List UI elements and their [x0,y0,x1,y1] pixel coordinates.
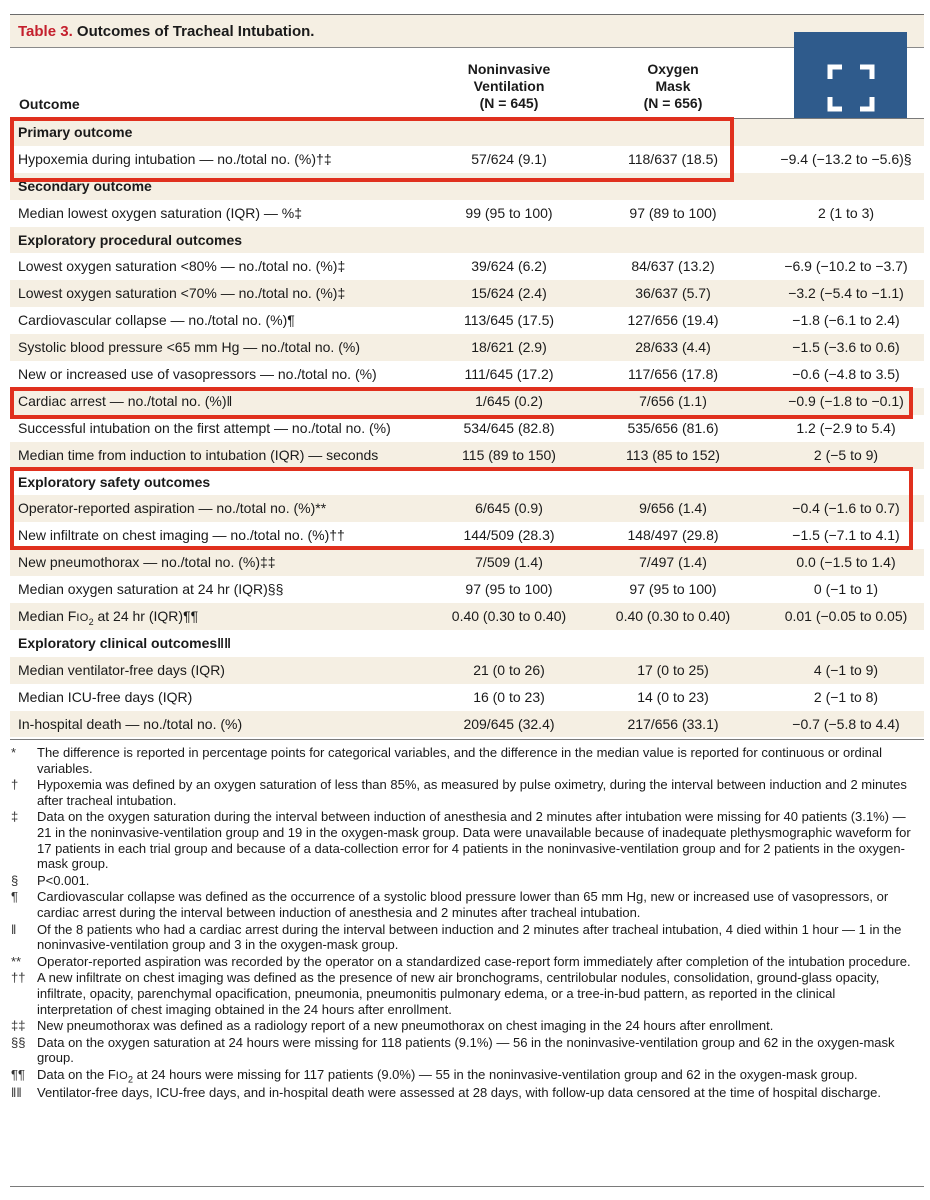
noninvasive-ventilation-cell: 6/645 (0.9) [475,500,543,517]
difference-cell: −9.4 (−13.2 to −5.6)§ [780,150,912,167]
footnote-symbol: †† [11,970,26,986]
footnote-text: Ventilator-free days, ICU-free days, and in-hospital death were assessed at 28 days, with follow-up data censored at the time of hospital discharge. [37,1085,882,1101]
outcome-cell: Hypoxemia during intubation — no./total no. (%)†‡ [18,150,332,167]
footnote-text: Data on the oxygen saturation during the interval between induction of anesthesia and 2 minutes after intubation were missing for 40 patients (3.1%) — 21 in the noninvasive-ventilation group and 19 in the oxygen-mask group. Data were unavailable because of inadequate plethysmographic waveform for 17 patients in each trial group and because of a data-collection error for 4 patients in the noninvasive-ventilation group and for 2 patients in the oxygen-mask group. [37,809,911,872]
outcome-cell: Primary outcome [18,124,133,140]
footnote [10,1085,914,1101]
text-part: Data on the F [37,1066,116,1082]
column-header-outcome: Outcome [19,96,80,112]
difference-cell: 2 (−5 to 9) [813,446,879,463]
table-label: Table 3. [18,23,73,40]
outcome-cell [18,603,198,632]
noninvasive-ventilation-cell: 39/624 (6.2) [471,258,547,275]
oxygen-mask-cell: 127/656 (19.4) [627,312,719,329]
outcome-cell: New or increased use of vasopressors — no./total no. (%) [18,366,377,383]
difference-cell: 2 (−1 to 8) [813,688,879,705]
oxygen-mask-cell: 118/637 (18.5) [627,150,719,167]
outcome-cell: In-hospital death — no./total no. (%) [18,715,243,732]
footnote-symbol: § [11,872,19,888]
table-title-bar [10,14,924,48]
text-part: at 24 hours were missing for 117 patients (9.0%) — 55 in the noninvasive-ventilation group and 62 in the oxygen-mask group. [133,1066,858,1082]
column-header-line: Noninvasive [467,61,551,77]
text-part-subscript: 2 [128,1074,134,1085]
footnote-text: P<0.001. [37,872,90,888]
outcome-cell: New infiltrate on chest imaging — no./total no. (%)†† [18,527,345,544]
footnote-divider [10,739,924,740]
oxygen-mask-cell: 7/497 (1.4) [639,554,707,571]
difference-cell: −0.4 (−1.6 to 0.7) [792,500,900,517]
difference-cell: −1.5 (−7.1 to 4.1) [792,527,900,544]
footnote [10,809,914,871]
difference-cell: −6.9 (−10.2 to −3.7) [784,258,908,275]
difference-cell: −1.5 (−3.6 to 0.6) [792,339,900,356]
noninvasive-ventilation-cell: 111/645 (17.2) [464,366,554,383]
table-row [10,549,924,576]
difference-cell: −1.8 (−6.1 to 2.4) [792,312,900,329]
fullscreen-expand-icon [827,64,875,112]
outcome-cell: Cardiac arrest — no./total no. (%)‖ [18,392,233,409]
column-header-oxygen-mask [578,61,768,112]
highlight-box-primary-outcome [10,117,734,182]
table-title: Outcomes of Tracheal Intubation. [76,23,315,40]
oxygen-mask-cell: 14 (0 to 23) [637,688,709,705]
difference-cell: 2 (1 to 3) [817,204,875,221]
text-part-small-caps: IO [76,612,89,625]
oxygen-mask-cell: 535/656 (81.6) [627,419,719,436]
footnote-symbol: ‡‡ [11,1018,26,1034]
outcome-cell: Median ICU-free days (IQR) [18,688,193,705]
difference-cell: −0.9 (−1.8 to −0.1) [788,392,904,409]
footnote [10,889,914,920]
footnote-symbol: ¶¶ [11,1066,25,1082]
noninvasive-ventilation-cell: 97 (95 to 100) [465,581,553,598]
section-header-row [10,630,924,657]
oxygen-mask-cell: 7/656 (1.1) [639,392,707,409]
footnote [10,922,914,953]
oxygen-mask-cell: 84/637 (13.2) [631,258,715,275]
footnote [10,954,914,970]
difference-cell: 1.2 (−2.9 to 5.4) [796,419,896,436]
difference-cell: −0.6 (−4.8 to 3.5) [792,366,900,383]
difference-cell: 0.01 (−0.05 to 0.05) [784,608,908,625]
footnote-symbol: ¶ [11,889,18,905]
noninvasive-ventilation-cell: 18/621 (2.9) [471,339,547,356]
bottom-divider [10,1186,924,1187]
footnote [10,777,914,808]
column-header-noninvasive-ventilation [414,61,604,112]
outcome-cell: Exploratory procedural outcomes [18,231,243,248]
oxygen-mask-cell: 36/637 (5.7) [635,285,711,302]
oxygen-mask-cell: 0.40 (0.30 to 0.40) [615,608,731,625]
noninvasive-ventilation-cell: 16 (0 to 23) [473,688,545,705]
footnote [10,745,914,776]
table-row [10,684,924,711]
text-part-subscript: 2 [88,616,94,627]
footnote-symbol: ‖‖ [11,1085,22,1101]
difference-cell: −0.7 (−5.8 to 4.4) [792,715,900,732]
oxygen-mask-cell: 113 (85 to 152) [626,446,720,463]
outcome-cell: Exploratory clinical outcomes‖‖ [18,634,232,651]
footnotes [10,745,914,1102]
noninvasive-ventilation-cell: 21 (0 to 26) [473,661,545,678]
outcome-cell: Successful intubation on the first attempt — no./total no. (%) [18,419,391,436]
footnote-text: Operator-reported aspiration was recorded by the operator on a standardized case-report form immediately after completion of the intubation procedure. [37,953,911,969]
oxygen-mask-cell: 9/656 (1.4) [639,500,707,517]
oxygen-mask-cell: 28/633 (4.4) [635,339,711,356]
footnote-text: Of the 8 patients who had a cardiac arrest during the interval between induction and 2 minutes after tracheal intubation, 4 died within 1 hour — 1 in the noninvasive-ventilation group and 3 in the oxygen-mask group. [37,921,902,953]
difference-cell: −3.2 (−5.4 to −1.1) [788,285,904,302]
table-row [10,657,924,684]
table-row [10,280,924,307]
column-header-line: Oxygen [647,61,699,77]
noninvasive-ventilation-cell: 209/645 (32.4) [463,715,555,732]
footnote-text: Hypoxemia was defined by an oxygen saturation of less than 85%, as measured by pulse oximetry, during the interval between induction and 2 minutes after tracheal intubation. [37,777,907,808]
text-part: at 24 hr (IQR)¶¶ [93,608,199,625]
table-row [10,711,924,738]
outcome-cell: Lowest oxygen saturation <70% — no./total no. (%)‡ [18,285,346,302]
outcome-cell: Median lowest oxygen saturation (IQR) — %‡ [18,204,303,221]
table-row [10,361,924,388]
footnote-symbol: † [11,777,19,793]
noninvasive-ventilation-cell: 7/509 (1.4) [475,554,543,571]
noninvasive-ventilation-cell: 15/624 (2.4) [471,285,547,302]
footnote [10,1067,914,1085]
column-header-line: Ventilation [473,78,545,94]
noninvasive-ventilation-cell: 0.40 (0.30 to 0.40) [451,608,567,625]
outcome-cell: Exploratory safety outcomes [18,473,211,490]
noninvasive-ventilation-cell: 113/645 (17.5) [463,312,555,329]
footnote-text: A new infiltrate on chest imaging was defined as the presence of new air bronchograms, centrilobular nodules, consolidation, ground-glass opacity, infiltrate, opacity, parenchymal opacification, pneumonia, pneumonitis pulmonary edema, or a tree-in-bud pattern, as reported in the clinical interpretation of chest imaging obtained in the 24 hours after enrollment. [37,970,880,1017]
footnote [10,970,914,1017]
footnote-text: Data on the oxygen saturation at 24 hours were missing for 118 patients (9.1%) — 56 in the noninvasive-ventilation group and 62 in the oxygen-mask group. [37,1034,895,1066]
noninvasive-ventilation-cell: 144/509 (28.3) [463,527,555,544]
difference-cell: 0 (−1 to 1) [813,581,879,598]
table-row [10,253,924,280]
table-row [10,576,924,603]
oxygen-mask-cell: 217/656 (33.1) [627,715,719,732]
column-header-line: (N = 645) [479,95,539,111]
outcome-cell: Median oxygen saturation at 24 hr (IQR)§§ [18,581,284,598]
footnote [10,1018,914,1034]
text-part: Median F [18,608,77,625]
outcome-cell: Lowest oxygen saturation <80% — no./total no. (%)‡ [18,258,346,275]
noninvasive-ventilation-cell: 534/645 (82.8) [463,419,555,436]
noninvasive-ventilation-cell: 1/645 (0.2) [475,392,543,409]
difference-cell: 4 (−1 to 9) [813,661,879,678]
table-row [10,307,924,334]
footnote [10,873,914,889]
noninvasive-ventilation-cell: 115 (89 to 150) [462,446,556,463]
difference-cell: 0.0 (−1.5 to 1.4) [796,554,896,571]
footnote-text: The difference is reported in percentage points for categorical variables, and the difference in the median value is reported for continuous or ordinal variables. [37,745,883,776]
highlight-box-safety-outcomes [10,467,913,550]
oxygen-mask-cell: 117/656 (17.8) [627,366,719,383]
footnote-symbol: * [11,745,17,760]
noninvasive-ventilation-cell: 99 (95 to 100) [465,204,553,221]
outcome-cell: New pneumothorax — no./total no. (%)‡‡ [18,554,276,571]
footnote-text: Cardiovascular collapse was defined as the occurrence of a systolic blood pressure lower than 65 mm Hg, new or increased use of vasopressors, or cardiac arrest during the interval between induction of anesthesia and 2 minutes after tracheal intubation. [37,889,889,920]
column-header-line: Mask [655,78,691,94]
oxygen-mask-cell: 97 (95 to 100) [629,581,717,598]
footnote-symbol: ** [11,953,22,969]
noninvasive-ventilation-cell: 57/624 (9.1) [471,150,547,167]
column-header-line: (N = 656) [643,95,703,111]
oxygen-mask-cell: 148/497 (29.8) [627,527,719,544]
table-row [10,200,924,227]
footnote-symbol: ‖ [11,921,17,937]
table-row [10,442,924,469]
outcome-cell: Cardiovascular collapse — no./total no. (%)¶ [18,312,295,329]
footnote-symbol: ‡ [11,809,19,825]
oxygen-mask-cell: 17 (0 to 25) [637,661,709,678]
footnote-text: New pneumothorax was defined as a radiology report of a new pneumothorax on chest imaging in the 24 hours after enrollment. [37,1018,774,1034]
outcome-cell: Secondary outcome [18,177,152,194]
highlight-box-cardiac-arrest [10,387,913,419]
table-body [10,119,924,737]
footnote-symbol: §§ [11,1034,26,1050]
footnote-text [37,1067,914,1085]
text-part-small-caps: IO [115,1069,128,1082]
section-header-row [10,227,924,254]
outcome-cell: Systolic blood pressure <65 mm Hg — no./total no. (%) [18,339,360,356]
outcome-cell: Median time from induction to intubation (IQR) — seconds [18,446,379,463]
table-row [10,603,924,630]
outcome-cell: Median ventilator-free days (IQR) [18,661,225,678]
table-row [10,334,924,361]
oxygen-mask-cell: 97 (89 to 100) [629,204,717,221]
outcome-cell: Operator-reported aspiration — no./total no. (%)** [18,500,327,517]
footnote [10,1035,914,1066]
